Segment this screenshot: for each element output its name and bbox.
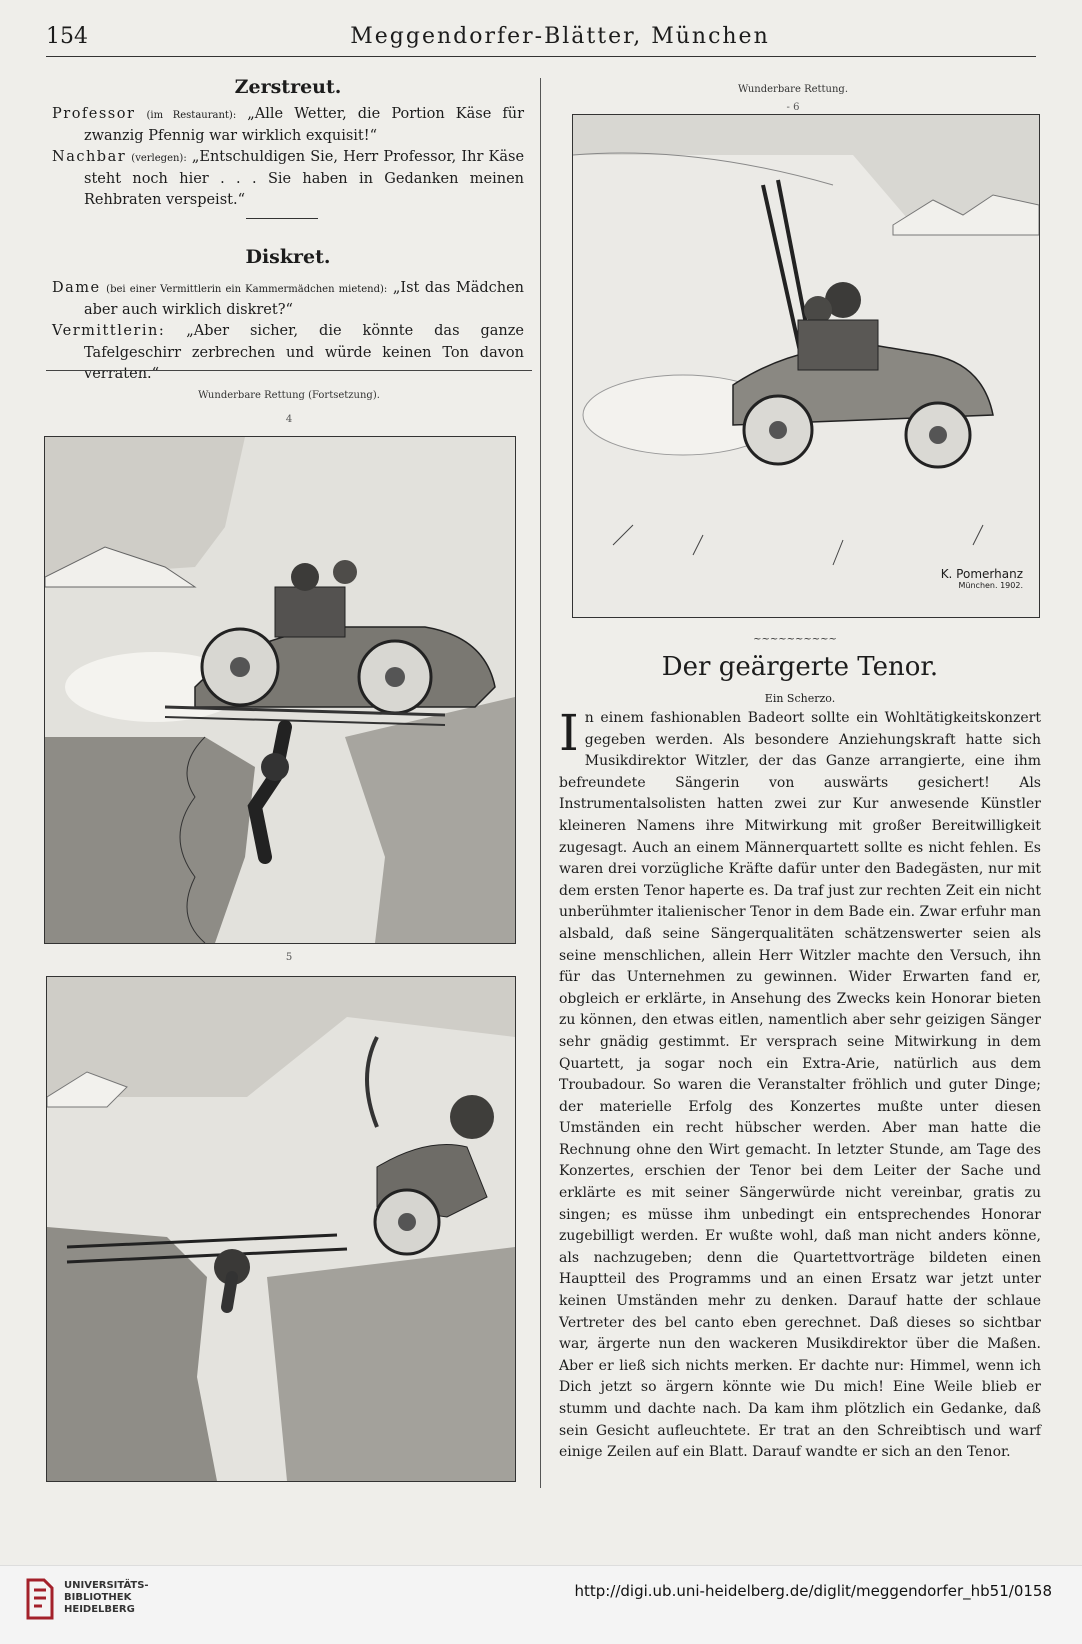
column-divider — [540, 78, 541, 1488]
skis-cliff-illustration — [47, 977, 515, 1481]
left-caption: Wunderbare Rettung (Fortsetzung). — [198, 390, 380, 401]
zerstreut-title: Zerstreut. — [234, 76, 342, 98]
dialogue-line: Nachbar (verlegen): „Entschuldigen Sie, Herr Professor, Ihr Käse steht noch hier . . . Sie haben in Gedanken meinen Rehbraten verspeist.“ — [52, 149, 525, 208]
panel-4-number: 4 — [285, 414, 293, 425]
tenor-body: In einem fashionablen Badeort sollte ein Wohltätigkeitskonzert gegeben werden. Als besondere Anziehungskraft hatte sich Musikdirektor Witzler, der das Ganze arrangierte, eine ihm befreundete Sängerin von auswärts gesichert! Als Instrumentalsolisten hatten zwei zur Kur anwesende Künstler kleineren Namens ihre Mitwirkung mit großer Bereitwilligkeit zugesagt. Auch an einem Männerquartett sollte es nicht fehlen. Es waren drei vorzügliche Kräfte dafür unter den Badegästen, nur mit dem ersten Tenor haperte es. Da traf just zur rechten Zeit ein nicht unberühmter italienischer Tenor in dem Bade ein. Zwar erfuhr man alsbald, daß seine Sängerqualitäten schätzenswerter seien als seine menschlichen, allein Herr Witzler machte den Versuch, ihn für das Unternehmen zu gewinnen. Wider Erwarten fand er, obgleich er erklärte, in Ansehung des Zwecks kein Honorar bieten zu können, den etwas eitlen, namentlich aber sehr geizigen Sänger sehr gnädig gestimmt. Er versprach seine Mitwirkung in dem Quartett, ja sogar noch ein Extra-Arie, natürlich aus dem Troubadour. So waren die Veranstalter fröhlich und guter Dinge; der materielle Erfolg des Konzertes mußte unter diesen Umständen ein recht hübscher werden. Aber man hatte die Rechnung ohne den Wirt gemacht. In letzter Stunde, am Tage des Konzertes, erschien der Tenor bei dem Leiter der Sache und erklärte es mit seiner Sängerwürde nicht vereinbar, gratis zu singen; es müsse ihm unbedingt ein entsprechendes Honorar zugebilligt werden. Er wußte wohl, daß man nicht anders könne, als nachzugeben; denn die Quartettvorträge bildeten einen Hauptteil des Programms und an einen Ersatz war jetzt unter keinen Umständen mehr zu denken. Darauf hatte der schlaue Vertreter des bel canto eben gerechnet. Daß dieses so sichtbar war, ärgerte nun den wackeren Musikdirektor über die Maßen. Aber er ließ sich nichts merken. Er dachte nur: Himmel, wenn ich Dich jetzt so ärgern könnte wie Du mich! Eine Weile blieb er stumm und dachte nach. Da kam ihm plötzlich ein Gedanke, daß sein Gesicht aufleuchtete. Er trat an den Schreibtisch und warf einige Zeilen auf ein Blatt. Darauf wandte er sich an den Tenor. — [559, 704, 1041, 1461]
car-cliff-illustration — [45, 437, 515, 943]
right-caption: Wunderbare Rettung. — [737, 84, 849, 95]
panel-5-number: 5 — [285, 952, 293, 963]
car-skis-illustration — [573, 115, 1039, 617]
library-name: UNIVERSITÄTS- BIBLIOTHEK HEIDELBERG — [64, 1580, 149, 1615]
panel-6-number: - 6 — [786, 102, 800, 113]
zerstreut-dialogue — [52, 104, 524, 211]
source-url[interactable]: http://digi.ub.uni-heidelberg.de/diglit/meggendorfer_hb51/0158 — [574, 1582, 1052, 1600]
dialogue-line: Vermittlerin: „Aber sicher, die könnte das ganze Tafelgeschirr zerbrechen und würde keinen Ton davon verraten.“ — [52, 323, 524, 382]
dialogue-line: Dame (bei einer Vermittlerin ein Kammermädchen mietend): „Ist das Mädchen aber auch wirklich diskret?“ — [52, 280, 525, 318]
section-rule — [246, 218, 318, 219]
tenor-title: Der geärgerte Tenor. — [661, 652, 939, 682]
page-number: 154 — [46, 24, 88, 49]
running-title: Meggendorfer-Blätter, München — [350, 24, 770, 49]
ornament: ~~~~~~~~~~ — [753, 634, 837, 645]
library-logo-icon — [24, 1576, 56, 1622]
illustration-panel-4 — [44, 436, 516, 944]
section-rule — [46, 370, 532, 371]
diskret-dialogue — [52, 278, 524, 385]
tenor-subtitle: Ein Scherzo. — [764, 692, 836, 705]
dialogue-line: Professor (im Restaurant): „Alle Wetter, die Portion Käse für zwanzig Pfennig war wirklich exquisit!“ — [52, 106, 524, 144]
illustration-panel-6 — [572, 114, 1040, 618]
header-rule — [46, 56, 1036, 57]
footer-bar — [0, 1565, 1082, 1644]
artist-signature: K. Pomerhanz München. 1902. — [940, 567, 1023, 590]
diskret-title: Diskret. — [245, 246, 331, 268]
illustration-panel-5 — [46, 976, 516, 1482]
drop-cap: I — [559, 704, 579, 762]
